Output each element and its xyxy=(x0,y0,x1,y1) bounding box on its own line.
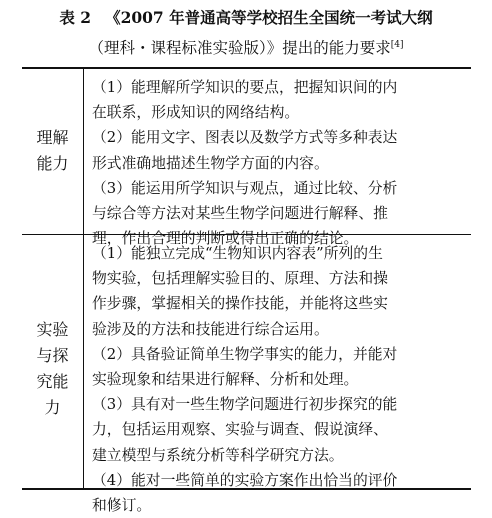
category-cell xyxy=(22,125,83,177)
table-row-understanding xyxy=(22,69,471,248)
content-line: 建立模型与系统分析等科学研究方法。 xyxy=(92,446,344,464)
table-caption xyxy=(0,4,492,62)
content-line: （2）具备验证简单生物学事实的能力，并能对 xyxy=(92,345,398,363)
content-line: 作步骤，掌握相关的操作技能，并能将这些实 xyxy=(92,295,388,313)
content-line: （3）具有对一些生物学问题进行初步探究的能 xyxy=(92,396,398,414)
table-title-line-2: （理科・课程标准实验版）》提出的能力要求 xyxy=(88,39,391,57)
content-line: （1）能理解所学知识的要点，把握知识间的内 xyxy=(92,79,398,96)
content-line: 验涉及的方法和技能进行综合运用。 xyxy=(92,320,329,338)
caption-line-1 xyxy=(0,4,492,32)
table-number: 表 2 xyxy=(59,8,92,27)
content-line: 力，包括运用观察、实验与调查、假说演绎、 xyxy=(92,421,388,439)
content-cell xyxy=(92,75,464,251)
content-line: 和修订。 xyxy=(92,497,152,515)
content-cell xyxy=(92,241,464,518)
content-line: 物实验，包括理解实验目的、原理、方法和操 xyxy=(92,270,388,288)
content-line: （1）能独立完成“生物知识内容表”所列的生 xyxy=(92,245,383,262)
column-divider xyxy=(83,69,84,234)
content-line: 实验现象和结果进行解释、分析和处理。 xyxy=(92,371,359,389)
category-label-line: 与探 xyxy=(36,346,69,365)
citation-mark: [4] xyxy=(390,40,404,50)
category-label-line: 能力 xyxy=(36,154,69,173)
caption-line-2 xyxy=(0,32,492,62)
content-line: 形式准确地描述生物学方面的内容。 xyxy=(92,154,329,172)
content-line: 理，作出合理的判断或得出正确的结论。 xyxy=(92,230,359,248)
column-divider xyxy=(83,235,84,489)
category-label-line: 实验 xyxy=(36,320,69,339)
category-label-line: 究能 xyxy=(36,372,69,391)
category-cell xyxy=(22,317,83,421)
category-label-line: 理解 xyxy=(36,128,69,147)
content-line: 在联系，形成知识的网络结构。 xyxy=(92,104,300,122)
content-line: （3）能运用所学知识与观点，通过比较、分析 xyxy=(92,179,398,197)
table-title-line-1: 《2007 年普通高等学校招生全国统一考试大纲 xyxy=(105,8,433,27)
category-label-line: 力 xyxy=(44,398,61,417)
content-line: 与综合等方法对某些生物学问题进行解释、推 xyxy=(92,205,388,223)
content-line: （4）能对一些简单的实验方案作出恰当的评价 xyxy=(92,471,398,489)
table-row-experiment xyxy=(22,234,471,515)
content-line: （2）能用文字、图表以及数学方式等多种表达 xyxy=(92,129,398,147)
requirements-table xyxy=(22,67,471,515)
